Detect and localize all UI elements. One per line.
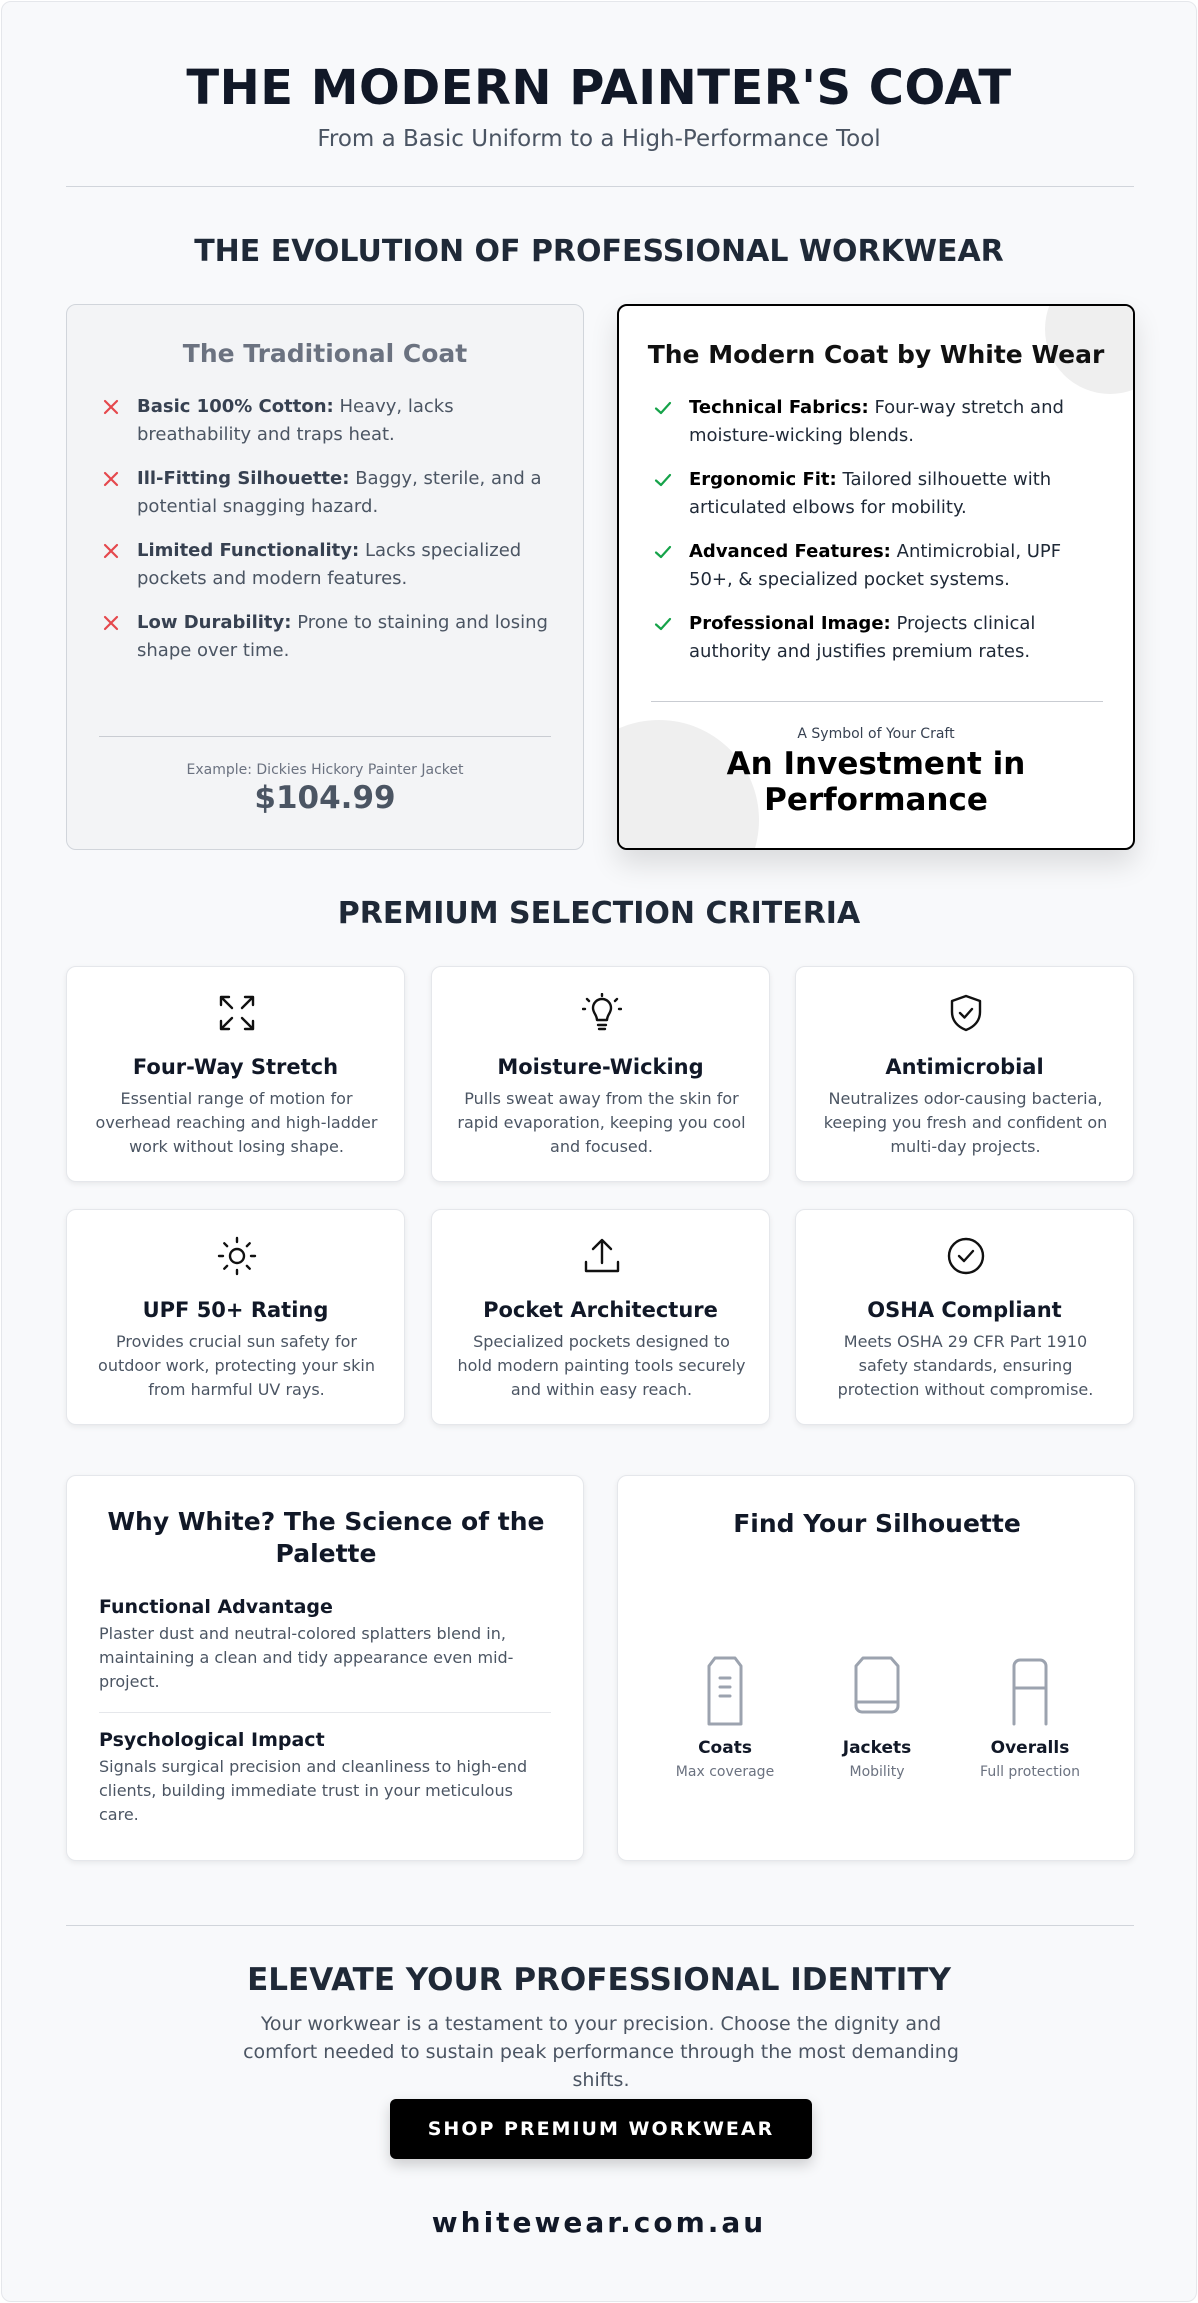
card-divider — [99, 736, 551, 737]
investment-statement — [619, 746, 1133, 818]
overalls-icon — [1010, 1656, 1050, 1728]
criteria-description: Specialized pockets designed to hold modern painting tools securely and within easy reach. — [457, 1332, 746, 1399]
feature-label: Basic 100% Cotton: — [137, 396, 334, 417]
feature-text: Prone to staining and losing shape over time. — [137, 612, 548, 661]
traditional-coat-card — [66, 304, 584, 850]
feature-text: Projects clinical authority and justifies premium rates. — [689, 613, 1036, 662]
x-icon — [101, 397, 121, 417]
list-item — [101, 537, 551, 593]
functional-advantage-heading: Functional Advantage — [99, 1596, 333, 1618]
list-item — [653, 610, 1103, 666]
feature-text: Antimicrobial, UPF 50+, & specialized pocket systems. — [689, 541, 1062, 590]
page-title: THE MODERN PAINTER'S COAT — [186, 60, 1012, 116]
criteria-title: Moisture-Wicking — [497, 1055, 704, 1079]
sun-icon — [217, 1236, 257, 1276]
criteria-description: Neutralizes odor-causing bacteria, keeping you fresh and confident on multi-day projects. — [823, 1089, 1108, 1156]
list-item — [653, 466, 1103, 522]
silhouette-subtitle: Full protection — [980, 1764, 1080, 1780]
website-link[interactable]: whitewear.com.au — [431, 2206, 767, 2239]
why-white-panel — [66, 1475, 584, 1861]
why-white-title: Why White? The Science of the Palette — [107, 1507, 545, 1568]
feature-text: Four-way stretch and moisture-wicking blends. — [689, 397, 1064, 446]
silhouette-title: Find Your Silhouette — [733, 1509, 1021, 1538]
silhouette-subtitle: Mobility — [849, 1764, 905, 1780]
feature-text: Lacks specialized pockets and modern features. — [137, 540, 522, 589]
list-item — [101, 393, 551, 449]
feature-label: Professional Image: — [689, 613, 891, 634]
list-item — [101, 465, 551, 521]
check-icon — [653, 398, 673, 418]
jacket-icon — [853, 1656, 901, 1716]
infographic-page — [1, 1, 1197, 2302]
traditional-coat-title: The Traditional Coat — [182, 339, 468, 368]
x-icon — [101, 541, 121, 561]
feature-label: Limited Functionality: — [137, 540, 360, 561]
list-item — [653, 538, 1103, 594]
feature-text: Baggy, sterile, and a potential snagging hazard. — [137, 468, 542, 517]
check-icon — [653, 614, 673, 634]
expand-arrows-icon — [217, 993, 257, 1033]
criteria-description: Essential range of motion for overhead reaching and high-ladder work without losing shape. — [95, 1089, 378, 1156]
silhouette-subtitle: Max coverage — [675, 1764, 775, 1780]
modern-feature-list — [653, 394, 1103, 682]
page-subtitle: From a Basic Uniform to a High-Performance Tool — [317, 126, 881, 152]
check-circle-icon — [946, 1236, 986, 1276]
feature-label: Low Durability: — [137, 612, 292, 633]
investment-line: Performance — [764, 782, 988, 818]
cta-heading: ELEVATE YOUR PROFESSIONAL IDENTITY — [247, 1962, 951, 1998]
criteria-card-pocket-architecture — [431, 1209, 770, 1425]
psychological-impact-text: Signals surgical precision and cleanliness to high-end clients, building immediate trust in your meticulous care. — [99, 1757, 528, 1824]
criteria-heading: PREMIUM SELECTION CRITERIA — [337, 896, 861, 931]
feature-text: Tailored silhouette with articulated elbows for mobility. — [689, 469, 1052, 518]
silhouette-option-coats[interactable] — [665, 1656, 785, 1780]
shield-check-icon — [946, 993, 986, 1033]
traditional-feature-list — [101, 393, 551, 681]
silhouette-option-overalls[interactable] — [970, 1656, 1090, 1780]
shop-premium-workwear-button[interactable]: SHOP PREMIUM WORKWEAR — [390, 2099, 812, 2159]
lightbulb-icon — [582, 993, 622, 1033]
check-icon — [653, 470, 673, 490]
cta-divider — [66, 1925, 1134, 1926]
page-header — [2, 60, 1196, 152]
criteria-card-antimicrobial — [795, 966, 1134, 1182]
criteria-card-upf-rating — [66, 1209, 405, 1425]
feature-label: Advanced Features: — [689, 541, 891, 562]
criteria-title: OSHA Compliant — [867, 1298, 1062, 1322]
silhouette-name: Coats — [698, 1738, 752, 1758]
silhouette-panel — [617, 1475, 1135, 1861]
modern-coat-card — [617, 304, 1135, 850]
silhouette-option-jackets[interactable] — [817, 1656, 937, 1780]
list-item — [653, 394, 1103, 450]
list-item — [101, 609, 551, 665]
coat-icon — [705, 1656, 745, 1728]
feature-label: Ergonomic Fit: — [689, 469, 837, 490]
investment-line: An Investment in — [726, 746, 1026, 782]
cta-text: Your workwear is a testament to your precision. Choose the dignity and comfort needed to sustain peak performance through the most demanding shifts. — [243, 2013, 959, 2091]
feature-label: Ill-Fitting Silhouette: — [137, 468, 350, 489]
silhouette-name: Jackets — [842, 1738, 912, 1758]
criteria-title: Four-Way Stretch — [132, 1055, 339, 1079]
example-price: $104.99 — [254, 780, 396, 816]
x-icon — [101, 469, 121, 489]
craft-tagline: A Symbol of Your Craft — [797, 726, 955, 742]
header-divider — [66, 186, 1134, 187]
evolution-heading: THE EVOLUTION OF PROFESSIONAL WORKWEAR — [194, 234, 1004, 269]
feature-text: Heavy, lacks breathability and traps heat. — [137, 396, 454, 445]
feature-label: Technical Fabrics: — [689, 397, 869, 418]
criteria-card-moisture-wicking — [431, 966, 770, 1182]
example-product: Example: Dickies Hickory Painter Jacket — [186, 762, 464, 778]
check-icon — [653, 542, 673, 562]
silhouette-name: Overalls — [990, 1738, 1070, 1758]
criteria-description: Meets OSHA 29 CFR Part 1910 safety standards, ensuring protection without compromise. — [837, 1332, 1094, 1399]
functional-advantage-text: Plaster dust and neutral-colored splatters blend in, maintaining a clean and tidy appearance even mid-project. — [99, 1624, 514, 1691]
criteria-description: Pulls sweat away from the skin for rapid evaporation, keeping you cool and focused. — [457, 1089, 746, 1156]
modern-coat-title: The Modern Coat by White Wear — [647, 340, 1105, 369]
criteria-title: Antimicrobial — [885, 1055, 1044, 1079]
panel-divider — [99, 1712, 551, 1713]
upload-icon — [582, 1236, 622, 1276]
criteria-card-four-way-stretch — [66, 966, 405, 1182]
psychological-impact-heading: Psychological Impact — [99, 1729, 325, 1751]
x-icon — [101, 613, 121, 633]
criteria-title: Pocket Architecture — [483, 1298, 718, 1322]
criteria-card-osha-compliant — [795, 1209, 1134, 1425]
card-divider — [651, 701, 1103, 702]
criteria-title: UPF 50+ Rating — [142, 1298, 329, 1322]
criteria-description: Provides crucial sun safety for outdoor work, protecting your skin from harmful UV rays. — [98, 1332, 375, 1399]
